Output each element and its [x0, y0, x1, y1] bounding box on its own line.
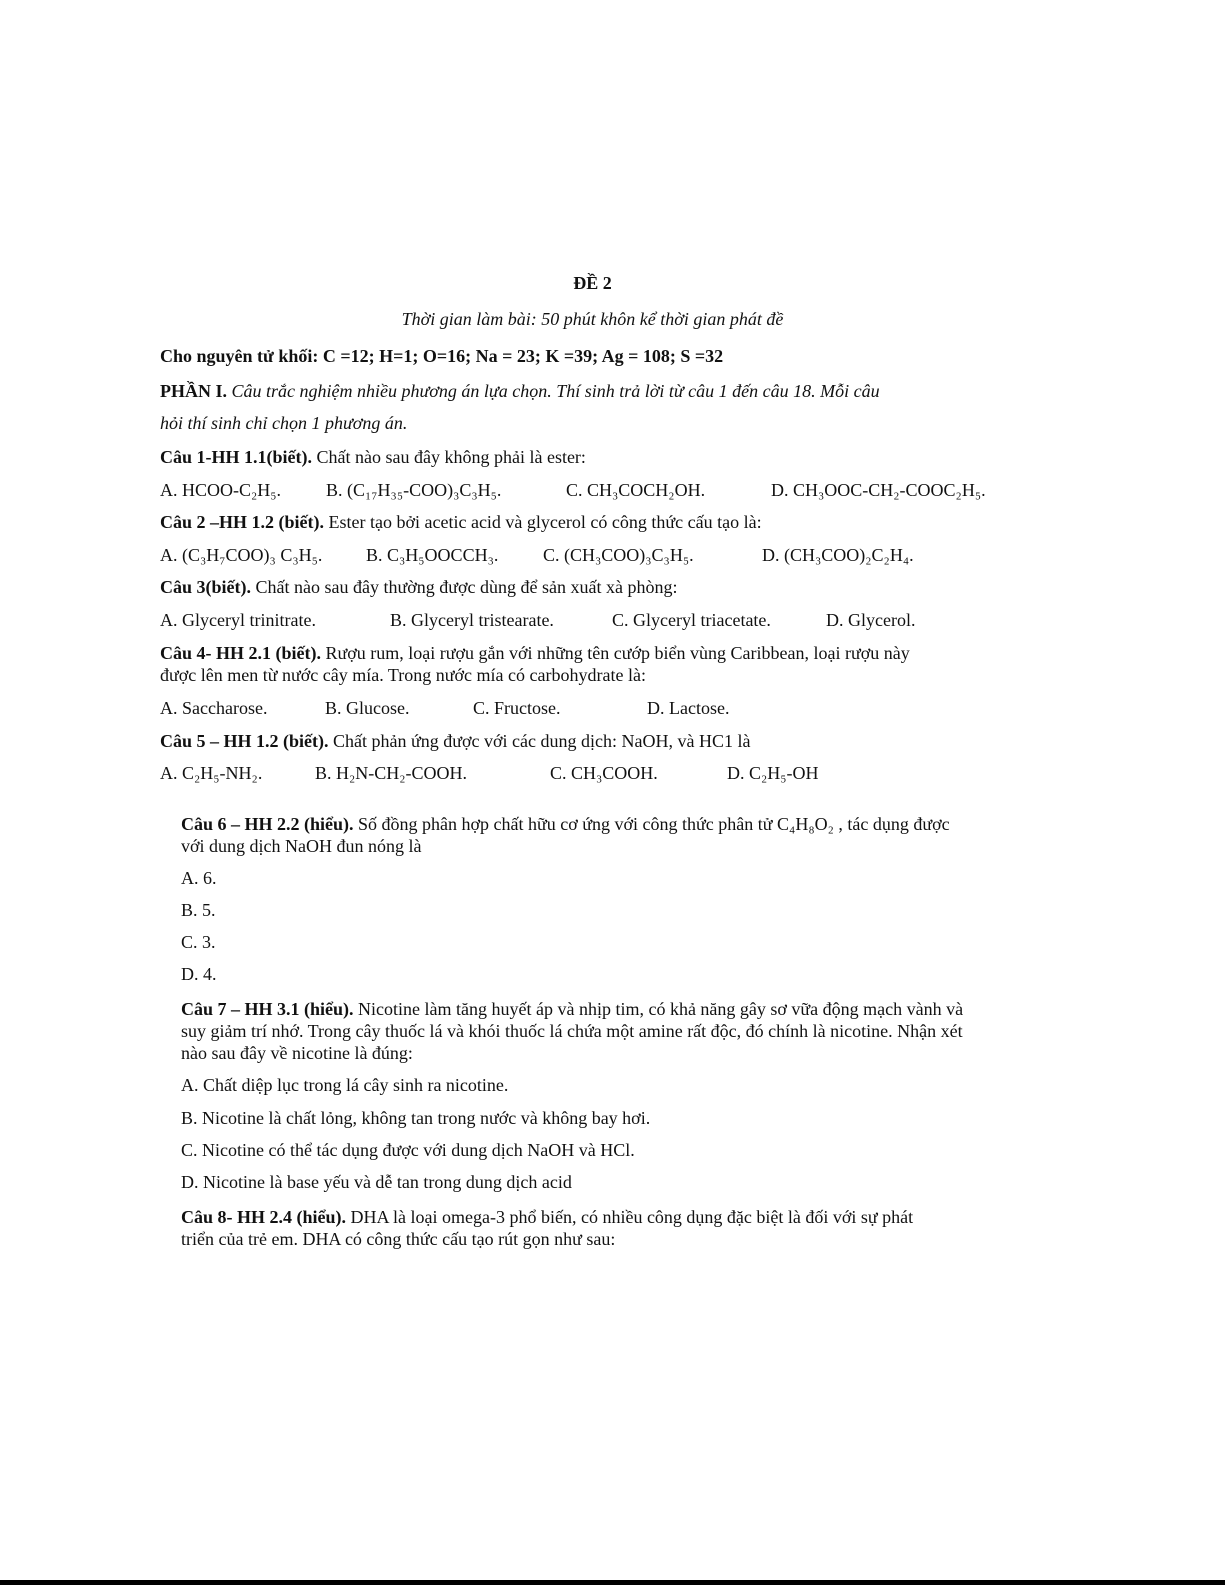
question-8 — [181, 1206, 913, 1228]
option-d: D. Glycerol. — [826, 610, 916, 630]
question-1 — [160, 446, 586, 468]
option-d: D. (CH₃COO)₂C₂H₄. — [762, 545, 914, 565]
option-d: D. Nicotine là base yếu và dễ tan trong dung dịch acid — [181, 1172, 572, 1192]
question-3-label: Câu 3(biết). — [160, 577, 251, 597]
option-b: B. C₃H₅OOCCH₃. — [366, 545, 499, 565]
question-6-text-1: Số đồng phân hợp chất hữu cơ ứng với công thức phân tử C₄H₈O₂ , tác dụng được — [358, 814, 950, 834]
question-4-text-2: được lên men từ nước cây mía. Trong nước mía có carbohydrate là: — [160, 665, 646, 685]
option-d: D. C₂H₅-OH — [727, 763, 819, 783]
option-b: B. (C₁₇H₃₅-COO)₃C₃H₅. — [326, 480, 502, 500]
option-c: C. CH₃COOH. — [550, 763, 658, 783]
option-c: C. Nicotine có thể tác dụng được với dung dịch NaOH và HCl. — [181, 1140, 635, 1160]
question-5 — [160, 730, 750, 752]
question-3-text: Chất nào sau đây thường được dùng để sản xuất xà phòng: — [255, 577, 678, 597]
option-b: B. Nicotine là chất lỏng, không tan trong nước và không bay hơi. — [181, 1108, 651, 1128]
part1-instruction-1: Câu trắc nghiệm nhiều phương án lựa chọn. Thí sinh trả lời từ câu 1 đến câu 18. Mỗi câu — [231, 381, 880, 401]
option-d: D. 4. — [181, 964, 217, 984]
question-8-text-2: triển của trẻ em. DHA có công thức cấu tạo rút gọn như sau: — [181, 1229, 616, 1249]
question-2-label: Câu 2 –HH 1.2 (biết). — [160, 512, 324, 532]
option-a: A. (C₃H₇COO)₃ C₃H₅. — [160, 545, 323, 565]
question-5-options — [160, 762, 1060, 784]
question-7 — [181, 998, 963, 1020]
option-c: C. Glyceryl triacetate. — [612, 610, 771, 630]
option-c: C. Fructose. — [473, 698, 561, 718]
question-6 — [181, 813, 950, 835]
option-b: B. Glyceryl tristearate. — [390, 610, 554, 630]
option-a: A. Chất diệp lục trong lá cây sinh ra nicotine. — [181, 1075, 509, 1095]
question-5-text: Chất phản ứng được với các dung dịch: NaOH, và HC1 là — [333, 731, 751, 751]
question-3 — [160, 576, 677, 598]
question-4-options — [160, 697, 1060, 719]
option-c: C. CH₃COCH₂OH. — [566, 480, 706, 500]
question-1-text: Chất nào sau đây không phải là ester: — [316, 447, 586, 467]
question-4 — [160, 642, 910, 664]
exam-subtitle: Thời gian làm bài: 50 phút khôn kể thời gian phát đề — [401, 309, 784, 329]
question-2-text: Ester tạo bởi acetic acid và glycerol có công thức cấu tạo là: — [328, 512, 762, 532]
option-a: A. Saccharose. — [160, 698, 268, 718]
question-1-options — [160, 479, 1060, 501]
question-8-label: Câu 8- HH 2.4 (hiểu). — [181, 1207, 347, 1227]
part1-instruction-2: hỏi thí sinh chỉ chọn 1 phương án. — [160, 413, 408, 433]
question-6-label: Câu 6 – HH 2.2 (hiểu). — [181, 814, 354, 834]
option-a: A. HCOO-C₂H₅. — [160, 480, 282, 500]
option-a: A. C₂H₅-NH₂. — [160, 763, 263, 783]
question-8-text-1: DHA là loại omega-3 phổ biến, có nhiều công dụng đặc biệt là đối với sự phát — [350, 1207, 914, 1227]
question-2 — [160, 511, 762, 533]
atomic-masses: Cho nguyên tử khối: C =12; H=1; O=16; Na = 23; K =39; Ag = 108; S =32 — [160, 346, 724, 366]
option-c: C. 3. — [181, 932, 216, 952]
question-7-text-3: nào sau đây về nicotine là đúng: — [181, 1043, 413, 1063]
option-b: B. Glucose. — [325, 698, 410, 718]
part1-heading — [160, 380, 880, 402]
question-1-label: Câu 1-HH 1.1(biết). — [160, 447, 312, 467]
exam-title: ĐỀ 2 — [573, 273, 612, 293]
question-6-text-2: với dung dịch NaOH đun nóng là — [181, 836, 422, 856]
option-d: D. Lactose. — [647, 698, 730, 718]
question-7-text-2: suy giảm trí nhớ. Trong cây thuốc lá và khói thuốc lá chứa một amine rất độc, đó chính là nicotine. Nhận xét — [181, 1021, 963, 1041]
option-b: B. H₂N-CH₂-COOH. — [315, 763, 468, 783]
question-7-text-1: Nicotine làm tăng huyết áp và nhịp tim, có khả năng gây sơ vữa động mạch vành và — [358, 999, 964, 1019]
question-4-text-1: Rượu rum, loại rượu gắn với những tên cướp biển vùng Caribbean, loại rượu này — [325, 643, 910, 663]
question-7-label: Câu 7 – HH 3.1 (hiểu). — [181, 999, 354, 1019]
option-a: A. Glyceryl trinitrate. — [160, 610, 316, 630]
option-a: A. 6. — [181, 868, 217, 888]
question-4-label: Câu 4- HH 2.1 (biết). — [160, 643, 321, 663]
option-b: B. 5. — [181, 900, 216, 920]
question-5-label: Câu 5 – HH 1.2 (biết). — [160, 731, 329, 751]
question-3-options — [160, 609, 1060, 631]
question-2-options — [160, 544, 1060, 566]
option-c: C. (CH₃COO)₃C₃H₅. — [543, 545, 694, 565]
bottom-border — [0, 1580, 1225, 1585]
part1-label: PHẦN I. — [160, 381, 227, 401]
option-d: D. CH₃OOC-CH₂-COOC₂H₅. — [771, 480, 986, 500]
